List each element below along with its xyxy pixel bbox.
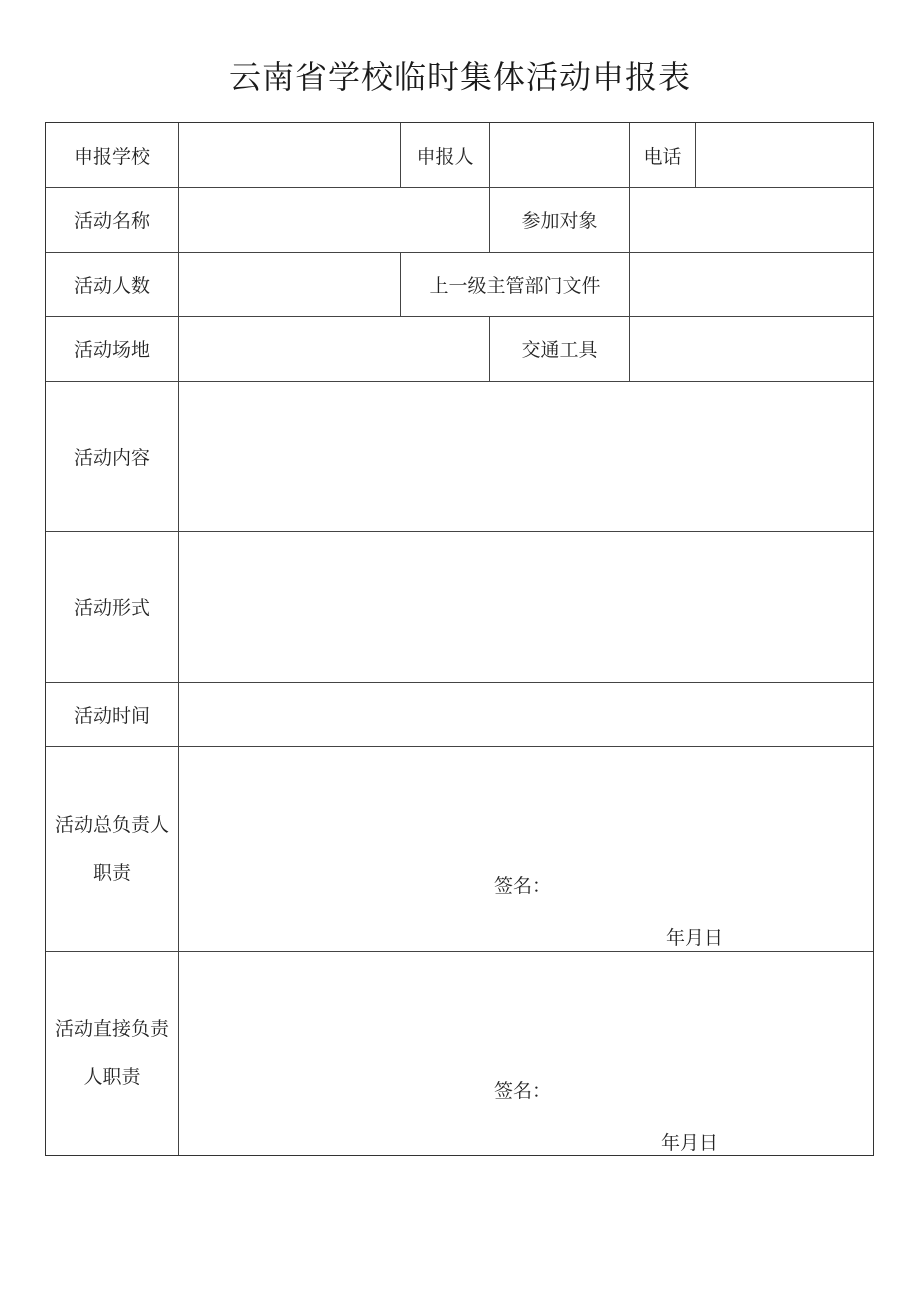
chief-duty-field[interactable] (179, 746, 873, 951)
participants-label: 参加对象 (521, 210, 598, 232)
activity-name-field[interactable] (179, 187, 489, 252)
chief-duty-label-line1: 活动总负责人 (54, 813, 169, 836)
activity-name-label: 活动名称 (73, 210, 150, 232)
chief-duty-label-line2: 职责 (92, 861, 131, 884)
direct-signature-label: 签名： (494, 1080, 552, 1102)
school-field[interactable] (179, 123, 400, 187)
transport-field[interactable] (630, 316, 873, 381)
superior-doc-field[interactable] (630, 252, 873, 316)
direct-date-label: 年月日 (661, 1132, 719, 1154)
applicant-field[interactable] (490, 123, 629, 187)
time-label: 活动时间 (73, 704, 150, 727)
application-form-table (45, 122, 874, 1156)
venue-field[interactable] (179, 316, 489, 381)
content-label: 活动内容 (73, 446, 150, 469)
headcount-field[interactable] (179, 252, 400, 316)
format-field[interactable] (179, 531, 873, 682)
participants-field[interactable] (630, 187, 873, 252)
time-field[interactable] (179, 682, 873, 746)
school-label: 申报学校 (73, 145, 150, 168)
format-label: 活动形式 (73, 597, 150, 619)
direct-duty-field[interactable] (179, 951, 873, 1155)
direct-duty-label-line1: 活动直接负责 (54, 1018, 169, 1040)
phone-label: 电话 (643, 145, 682, 168)
applicant-label: 申报人 (416, 145, 474, 168)
chief-date-label: 年月日 (666, 927, 724, 949)
content-field[interactable] (179, 381, 873, 531)
headcount-label: 活动人数 (73, 274, 150, 297)
transport-label: 交通工具 (521, 339, 598, 361)
chief-signature-label: 签名： (494, 875, 552, 897)
chief-duty-label (46, 746, 178, 951)
direct-duty-label (46, 951, 178, 1155)
direct-duty-label-line2: 人职责 (83, 1066, 141, 1088)
superior-doc-label: 上一级主管部门文件 (429, 274, 601, 297)
phone-field[interactable] (696, 123, 873, 187)
form-title: 云南省学校临时集体活动申报表 (228, 58, 691, 96)
venue-label: 活动场地 (73, 339, 150, 361)
